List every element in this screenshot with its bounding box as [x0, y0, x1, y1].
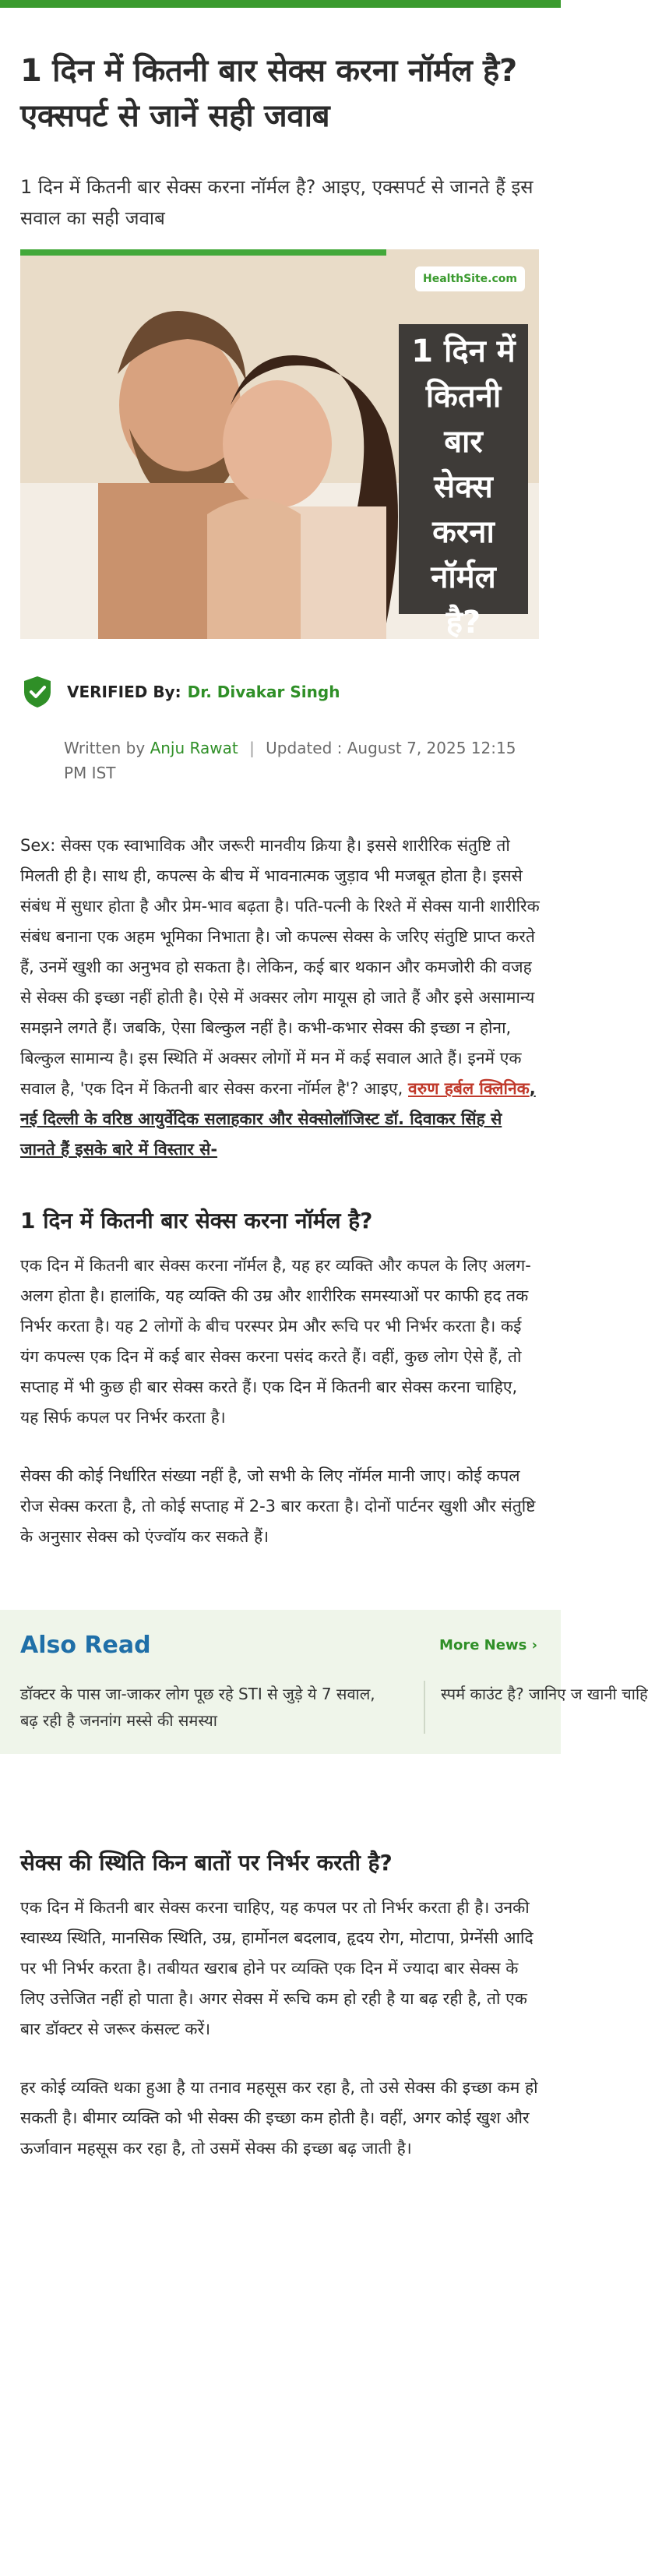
expert-link[interactable]: , नई दिल्ली के वरिष्ठ आयुर्वेदिक सलाहकार और सेक्सोलॉजिस्ट डॉ. दिवाकर सिंह से जानते हैं इसके बारे में विस्तार से- [20, 1079, 536, 1159]
badge-line: कितनी [425, 379, 502, 415]
hero-accent-line [20, 249, 386, 256]
byline-separator: | [249, 739, 255, 757]
badge-line: सेक्स [434, 469, 493, 505]
badge-line: करना [432, 514, 495, 550]
hero-title-badge [399, 324, 528, 640]
clinic-link[interactable]: वरुण हर्बल क्लिनिक [408, 1079, 530, 1098]
also-read-title: Also Read [20, 1632, 151, 1659]
article-container [0, 48, 561, 785]
top-accent-bar [0, 0, 561, 8]
written-by-label: Written by [64, 739, 146, 757]
verifier-link[interactable]: Dr. Divakar Singh [187, 683, 340, 701]
badge-line: है? [446, 605, 481, 640]
site-logo: HealthSite.com [415, 266, 525, 291]
verified-label: VERIFIED By: [67, 683, 181, 701]
chevron-right-icon: › [531, 1637, 537, 1653]
section2-paragraph-1: एक दिन में कितनी बार सेक्स करना चाहिए, यह कपल पर तो निर्भर करता ही है। उनकी स्वास्थ्य स्थिति, मानसिक स्थिति, उम्र, हार्मोनल बदलाव, हृदय रोग, मोटापा, प्रेग्नेंसी आदि पर भी निर्भर करता है। तबीयत खराब होने पर व्यक्ति एक दिन में ज्यादा बार सेक्स के लिए उत्तेजित नहीं हो पाता है। अगर सेक्स में रूचि कम हो रही है या बढ़ रही है, तो एक बार डॉक्टर से जरूर कंसल्ट करें। [20, 1898, 534, 2038]
article-subtitle: 1 दिन में कितनी बार सेक्स करना नॉर्मल है? आइए, एक्सपर्ट से जानते हैं इस सवाल का सही जवाब [20, 176, 534, 229]
also-read-carousel[interactable] [20, 1681, 648, 1734]
verified-shield-icon [22, 675, 53, 709]
intro-paragraph [20, 831, 541, 1165]
badge-line: बार [444, 424, 483, 460]
badge-line: 1 दिन में [411, 333, 516, 369]
section2-paragraph-2: हर कोई व्यक्ति थका हुआ है या तनाव महसूस कर रहा है, तो उसे सेक्स की इच्छा कम हो सकती है। बीमार व्यक्ति को भी सेक्स की इच्छा कम होती है। वहीं, अगर कोई खुश और ऊर्जावान महसूस कर रहा है, तो उसमें सेक्स की इच्छा बढ़ जाती है। [20, 2078, 538, 2158]
author-link[interactable]: Anju Rawat [150, 739, 238, 757]
section1-paragraph-2: सेक्स की कोई निर्धारित संख्या नहीं है, जो सभी के लिए नॉर्मल मानी जाए। कोई कपल रोज सेक्स करता है, तो कोई सप्ताह में 2-3 बार करता है। दोनों पार्टनर खुशी और संतुष्टि के अनुसार सेक्स को एंज्वॉय कर सकते हैं। [20, 1466, 536, 1546]
more-news-label: More News [439, 1637, 527, 1653]
also-read-card[interactable]: डॉक्टर के पास जा-जाकर लोग पूछ रहे STI से जुड़े ये 7 सवाल, बढ़ रही है जननांग मस्से की समस्या [20, 1681, 425, 1734]
section2-heading: सेक्स की स्थिति किन बातों पर निर्भर करती है? [20, 1850, 393, 1876]
byline [20, 736, 541, 785]
verified-by [20, 675, 541, 709]
more-news-link[interactable] [439, 1637, 537, 1653]
hero-image [20, 249, 539, 639]
article-title: 1 दिन में कितनी बार सेक्स करना नॉर्मल है? एक्सपर्ट से जानें सही जवाब [20, 53, 517, 134]
section1-paragraph-1: एक दिन में कितनी बार सेक्स करना नॉर्मल है, यह हर व्यक्ति और कपल के लिए अलग-अलग होता है। हालांकि, यह व्यक्ति की उम्र और शारीरिक समस्याओं पर काफी हद तक निर्भर करता है। यह 2 लोगों के बीच परस्पर प्रेम और रूचि पर भी निर्भर करता है। कई यंग कपल्स एक दिन में कई बार सेक्स करना पसंद करते हैं। वहीं, कुछ लोग ऐसे हैं, तो सप्ताह में भी कुछ ही बार सेक्स करते हैं। एक दिन में कितनी बार सेक्स करना चाहिए, यह सिर्फ कपल पर निर्भर करता है। [20, 1256, 531, 1427]
updated-date: Updated : August 7, 2025 12:15 PM IST [64, 739, 516, 782]
intro-text: Sex: सेक्स एक स्वाभाविक और जरूरी मानवीय क्रिया है। इससे शारीरिक संतुष्टि तो मिलती ही है। साथ ही, कपल्स के बीच में भावनात्मक जुड़ाव भी मजबूत होता है। इससे संबंध में सुधार होता है और प्रेम-भाव बढ़ता है। पति-पत्नी के रिश्ते में सेक्स यानी शारीरिक संबंध बनाना एक अहम भूमिका निभाता है। जो कपल्स सेक्स के जरिए संतुष्टि प्राप्त करते हैं, उनमें खुशी का अनुभव हो सकता है। लेकिन, कई बार थकान और कमजोरी की वजह से सेक्स की इच्छा नहीं होती है। ऐसे में अक्सर लोग मायूस हो जाते हैं और इसे असामान्य समझने लगते हैं। जबकि, ऐसा बिल्कुल नहीं है। कभी-कभार सेक्स की इच्छा न होना, बिल्कुल सामान्य है। इस स्थिति में अक्सर लोगों में मन में कई सवाल आते हैं। इनमें एक सवाल है, 'एक दिन में कितनी बार सेक्स करना नॉर्मल है'? आइए, [20, 836, 540, 1098]
badge-line: नॉर्मल [431, 559, 496, 595]
also-read-card[interactable]: स्पर्म काउंट है? जानिए ज खानी चाहि [441, 1685, 648, 1703]
also-read-panel [0, 1610, 648, 1754]
section1-heading: 1 दिन में कितनी बार सेक्स करना नॉर्मल है? [20, 1208, 373, 1233]
